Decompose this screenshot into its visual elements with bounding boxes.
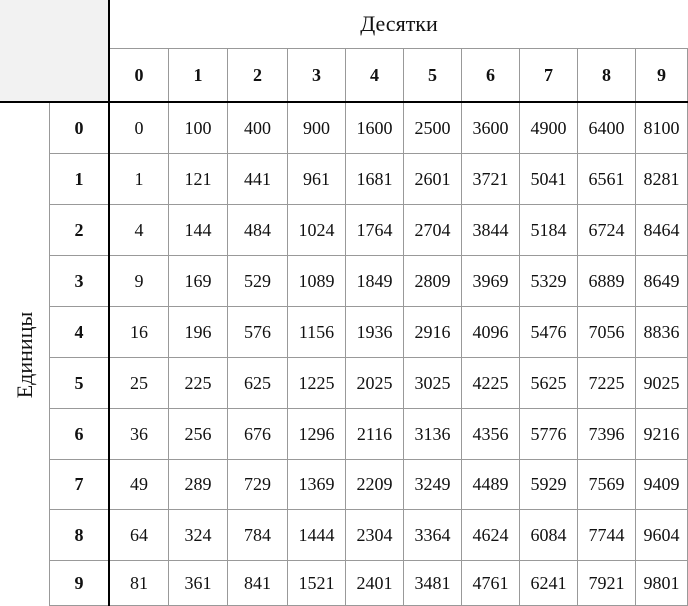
column-header: 6 xyxy=(462,49,520,101)
table-cell: 3844 xyxy=(462,205,520,256)
row-header: 3 xyxy=(50,256,108,307)
table-cell: 3600 xyxy=(462,103,520,154)
table-cell: 1089 xyxy=(288,256,346,307)
row-header: 5 xyxy=(50,358,108,409)
table-cell: 9025 xyxy=(636,358,688,409)
table-cell: 289 xyxy=(169,460,228,510)
table-cell: 3025 xyxy=(404,358,462,409)
table-cell: 4356 xyxy=(462,409,520,460)
table-cell: 7921 xyxy=(578,561,636,606)
table-cell: 676 xyxy=(228,409,288,460)
row-header: 6 xyxy=(50,409,108,460)
table-cell: 3364 xyxy=(404,510,462,561)
table-cell: 4489 xyxy=(462,460,520,510)
row-header: 7 xyxy=(50,460,108,510)
table-cell: 6084 xyxy=(520,510,578,561)
table-cell: 5476 xyxy=(520,307,578,358)
table-cell: 6241 xyxy=(520,561,578,606)
table-cell: 7056 xyxy=(578,307,636,358)
column-header: 5 xyxy=(404,49,462,101)
table-cell: 196 xyxy=(169,307,228,358)
table-cell: 529 xyxy=(228,256,288,307)
row-header: 0 xyxy=(50,103,108,154)
row-header: 8 xyxy=(50,510,108,561)
table-cell: 169 xyxy=(169,256,228,307)
table-cell: 0 xyxy=(110,103,169,154)
table-cell: 1681 xyxy=(346,154,404,205)
table-cell: 5329 xyxy=(520,256,578,307)
table-cell: 2209 xyxy=(346,460,404,510)
header-divider-vertical xyxy=(108,0,110,606)
table-cell: 1764 xyxy=(346,205,404,256)
table-cell: 2401 xyxy=(346,561,404,606)
column-header: 0 xyxy=(110,49,169,101)
table-cell: 1296 xyxy=(288,409,346,460)
table-cell: 121 xyxy=(169,154,228,205)
table-cell: 1849 xyxy=(346,256,404,307)
table-cell: 5776 xyxy=(520,409,578,460)
column-header: 1 xyxy=(169,49,228,101)
table-cell: 3481 xyxy=(404,561,462,606)
table-cell: 729 xyxy=(228,460,288,510)
table-cell: 4624 xyxy=(462,510,520,561)
table-cell: 1225 xyxy=(288,358,346,409)
table-cell: 225 xyxy=(169,358,228,409)
table-cell: 4096 xyxy=(462,307,520,358)
table-cell: 2116 xyxy=(346,409,404,460)
table-cell: 841 xyxy=(228,561,288,606)
table-cell: 3721 xyxy=(462,154,520,205)
table-cell: 900 xyxy=(288,103,346,154)
table-cell: 64 xyxy=(110,510,169,561)
table-cell: 8100 xyxy=(636,103,688,154)
table-cell: 8464 xyxy=(636,205,688,256)
column-header: 2 xyxy=(228,49,288,101)
table-cell: 4900 xyxy=(520,103,578,154)
table-cell: 2704 xyxy=(404,205,462,256)
table-cell: 8281 xyxy=(636,154,688,205)
table-cell: 324 xyxy=(169,510,228,561)
table-cell: 2500 xyxy=(404,103,462,154)
table-cell: 16 xyxy=(110,307,169,358)
table-cell: 625 xyxy=(228,358,288,409)
table-cell: 100 xyxy=(169,103,228,154)
table-cell: 36 xyxy=(110,409,169,460)
header-divider-horizontal xyxy=(0,101,688,103)
table-cell: 7396 xyxy=(578,409,636,460)
table-cell: 2304 xyxy=(346,510,404,561)
table-cell: 5625 xyxy=(520,358,578,409)
table-corner xyxy=(0,0,109,102)
table-cell: 2025 xyxy=(346,358,404,409)
table-cell: 9801 xyxy=(636,561,688,606)
table-cell: 3969 xyxy=(462,256,520,307)
table-cell: 441 xyxy=(228,154,288,205)
table-cell: 49 xyxy=(110,460,169,510)
table-cell: 9 xyxy=(110,256,169,307)
table-cell: 961 xyxy=(288,154,346,205)
row-header: 4 xyxy=(50,307,108,358)
table-cell: 1 xyxy=(110,154,169,205)
table-cell: 6889 xyxy=(578,256,636,307)
table-cell: 1024 xyxy=(288,205,346,256)
table-cell: 400 xyxy=(228,103,288,154)
table-cell: 3136 xyxy=(404,409,462,460)
table-cell: 2809 xyxy=(404,256,462,307)
table-cell: 6724 xyxy=(578,205,636,256)
column-group-title: Десятки xyxy=(110,0,688,49)
table-cell: 1444 xyxy=(288,510,346,561)
table-cell: 9216 xyxy=(636,409,688,460)
table-cell: 5041 xyxy=(520,154,578,205)
row-group-title: Единицы xyxy=(11,311,37,398)
row-header: 2 xyxy=(50,205,108,256)
table-cell: 576 xyxy=(228,307,288,358)
table-cell: 256 xyxy=(169,409,228,460)
table-cell: 1156 xyxy=(288,307,346,358)
table-cell: 7569 xyxy=(578,460,636,510)
table-cell: 3249 xyxy=(404,460,462,510)
table-cell: 8649 xyxy=(636,256,688,307)
table-cell: 4225 xyxy=(462,358,520,409)
table-cell: 7744 xyxy=(578,510,636,561)
table-cell: 1600 xyxy=(346,103,404,154)
table-cell: 5184 xyxy=(520,205,578,256)
table-cell: 6561 xyxy=(578,154,636,205)
table-cell: 4761 xyxy=(462,561,520,606)
table-cell: 484 xyxy=(228,205,288,256)
table-cell: 7225 xyxy=(578,358,636,409)
table-cell: 361 xyxy=(169,561,228,606)
table-cell: 784 xyxy=(228,510,288,561)
column-header: 9 xyxy=(636,49,688,101)
table-cell: 2601 xyxy=(404,154,462,205)
table-cell: 1369 xyxy=(288,460,346,510)
column-header: 8 xyxy=(578,49,636,101)
table-cell: 9409 xyxy=(636,460,688,510)
table-cell: 1936 xyxy=(346,307,404,358)
row-group-title-cell xyxy=(0,103,50,606)
table-cell: 144 xyxy=(169,205,228,256)
column-header: 7 xyxy=(520,49,578,101)
column-header: 4 xyxy=(346,49,404,101)
table-cell: 25 xyxy=(110,358,169,409)
table-cell: 5929 xyxy=(520,460,578,510)
table-cell: 8836 xyxy=(636,307,688,358)
table-cell: 1521 xyxy=(288,561,346,606)
table-cell: 2916 xyxy=(404,307,462,358)
table-cell: 81 xyxy=(110,561,169,606)
table-cell: 9604 xyxy=(636,510,688,561)
row-header: 9 xyxy=(50,561,108,606)
table-cell: 6400 xyxy=(578,103,636,154)
table-cell: 4 xyxy=(110,205,169,256)
column-header: 3 xyxy=(288,49,346,101)
row-header: 1 xyxy=(50,154,108,205)
